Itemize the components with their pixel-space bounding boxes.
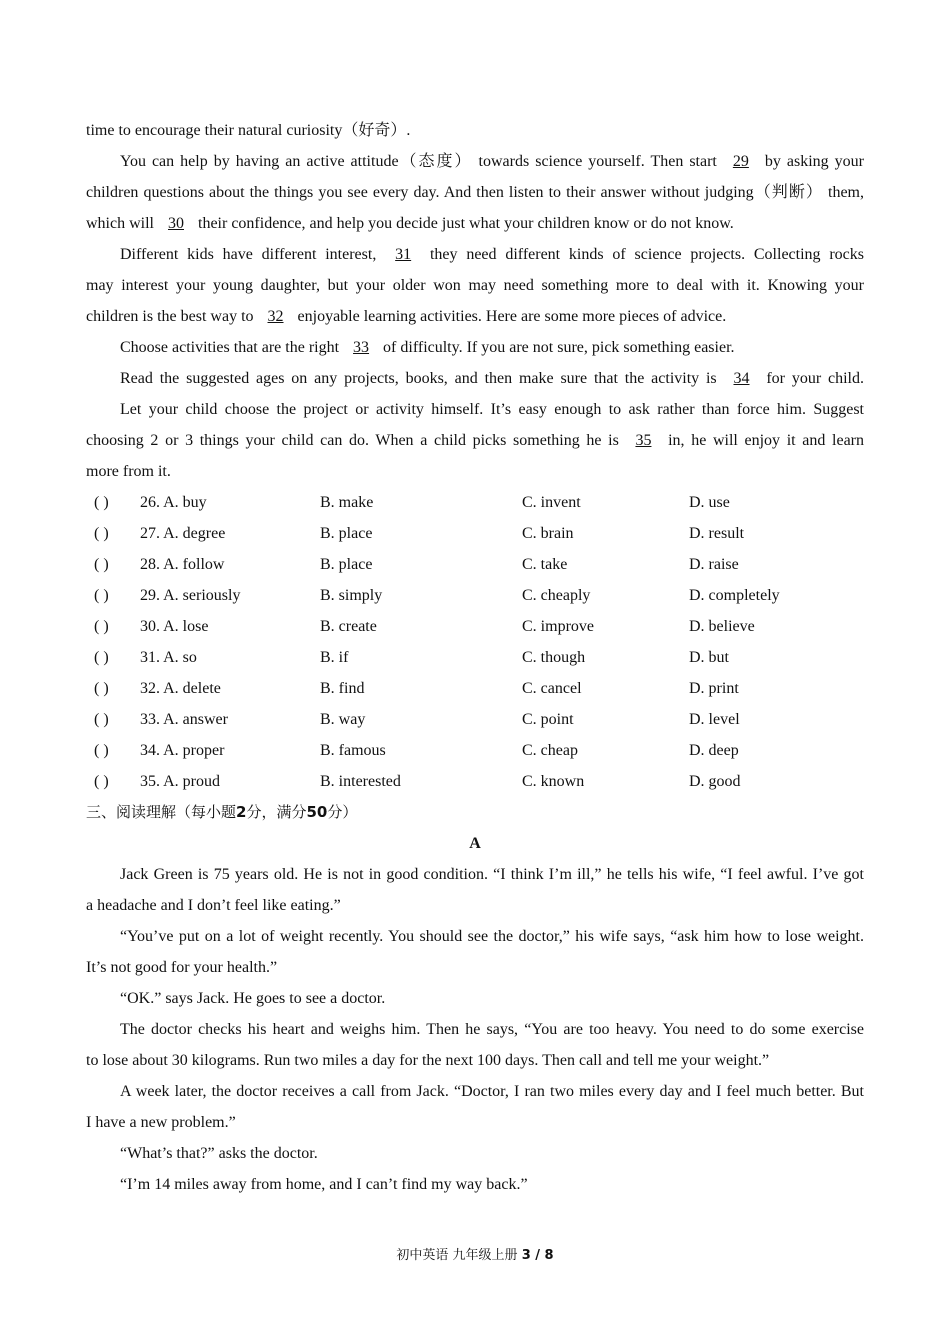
option-c: C. point: [522, 711, 574, 728]
option-a: 27. A. degree: [140, 525, 226, 542]
blank-29: 29: [732, 153, 749, 170]
text-span: choosing 2 or 3 things your child can do. When a child picks something he is: [86, 432, 626, 449]
paragraph-line: The doctor checks his heart and weighs him. Then he says, “You are too heavy. You need to do some exercise: [120, 1021, 864, 1038]
option-d: D. result: [689, 525, 745, 542]
answer-bracket: ( ): [94, 773, 109, 790]
option-row: [86, 580, 864, 611]
heading-points: 2: [236, 803, 247, 821]
paragraph-line: children questions about the things you see every day. And then listen to their answer without judging（判断） them,: [86, 184, 864, 201]
paragraph-line: [86, 363, 864, 394]
paragraph-line: Jack Green is 75 years old. He is not in good condition. “I think I’m ill,” he tells his wife, “I feel awful. I’ve got: [120, 866, 864, 883]
text-span: Read the suggested ages on any projects, books, and then make sure that the activity is: [120, 370, 724, 387]
option-b: B. make: [320, 494, 374, 511]
option-a: 32. A. delete: [140, 680, 221, 697]
text-span: for your child.: [759, 370, 864, 387]
text-span: children is the best way to: [86, 308, 258, 325]
heading-total: 50: [306, 803, 328, 821]
heading-text: 分，满分: [246, 803, 307, 821]
paragraph-line: more from it.: [86, 463, 171, 480]
blank-30: 30: [168, 215, 184, 232]
option-d: D. print: [689, 680, 739, 697]
answer-bracket: ( ): [94, 556, 109, 573]
option-c: C. cheap: [522, 742, 578, 759]
option-row: [86, 704, 864, 735]
paragraph-line: “OK.” says Jack. He goes to see a doctor.: [120, 990, 386, 1007]
paragraph-line: It’s not good for your health.”: [86, 959, 278, 976]
answer-bracket: ( ): [94, 494, 109, 511]
passage-title: A: [469, 835, 481, 852]
heading-text: 分）: [327, 803, 358, 821]
option-b: B. place: [320, 556, 373, 573]
paragraph-line: [86, 146, 864, 177]
option-c: C. cheaply: [522, 587, 591, 604]
answer-bracket: ( ): [94, 742, 109, 759]
option-a: 28. A. follow: [140, 556, 225, 573]
option-a: 34. A. proper: [140, 742, 225, 759]
answer-bracket: ( ): [94, 587, 109, 604]
blank-33: 33: [353, 339, 370, 356]
paragraph-line: [86, 208, 864, 239]
text-span: of difficulty. If you are not sure, pick something easier.: [379, 339, 735, 356]
paragraph-line: I have a new problem.”: [86, 1114, 236, 1131]
text-span: which will: [86, 215, 158, 232]
section-heading: [86, 797, 864, 828]
paragraph-line: “You’ve put on a lot of weight recently. You should see the doctor,” his wife says, “ask him how to lose weight.: [120, 928, 864, 945]
page-footer: [0, 1244, 950, 1263]
option-row: [86, 518, 864, 549]
paragraph-line: “What’s that?” asks the doctor.: [120, 1145, 318, 1162]
text-span: Different kids have different interest,: [120, 246, 386, 263]
option-c: C. though: [522, 649, 586, 666]
answer-bracket: ( ): [94, 711, 109, 728]
option-c: C. improve: [522, 618, 594, 635]
option-b: B. create: [320, 618, 377, 635]
option-row: [86, 549, 864, 580]
option-b: B. place: [320, 525, 373, 542]
option-b: B. interested: [320, 773, 401, 790]
text-span: in, he will enjoy it and learn: [661, 432, 864, 449]
option-a: 31. A. so: [140, 649, 197, 666]
paragraph-line: a headache and I don’t feel like eating.”: [86, 897, 341, 914]
option-c: C. take: [522, 556, 568, 573]
paragraph-line: Let your child choose the project or activity himself. It’s easy enough to ask rather than force him. Suggest: [120, 401, 864, 418]
paragraph-line: time to encourage their natural curiosity（好奇）.: [86, 122, 411, 139]
option-c: C. known: [522, 773, 585, 790]
option-b: B. way: [320, 711, 366, 728]
option-d: D. raise: [689, 556, 739, 573]
option-a: 29. A. seriously: [140, 587, 241, 604]
option-row: [86, 766, 864, 797]
option-a: 35. A. proud: [140, 773, 220, 790]
option-b: B. if: [320, 649, 349, 666]
option-d: D. believe: [689, 618, 755, 635]
paragraph-line: [86, 301, 864, 332]
page-number: 3 / 8: [521, 1248, 554, 1263]
option-a: 26. A. buy: [140, 494, 207, 511]
options-list: [86, 487, 864, 797]
option-row: [86, 735, 864, 766]
text-span: enjoyable learning activities. Here are some more pieces of advice.: [293, 308, 727, 325]
blank-31: 31: [395, 246, 412, 263]
option-c: C. cancel: [522, 680, 582, 697]
blank-34: 34: [733, 370, 750, 387]
answer-bracket: ( ): [94, 680, 109, 697]
option-b: B. famous: [320, 742, 386, 759]
blank-35: 35: [635, 432, 652, 449]
paragraph-line: A week later, the doctor receives a call from Jack. “Doctor, I ran two miles every day and I feel much better. But: [120, 1083, 864, 1100]
option-a: 33. A. answer: [140, 711, 228, 728]
heading-text: 三、阅读理解（每小题: [86, 803, 237, 821]
option-d: D. good: [689, 773, 741, 790]
option-row: [86, 673, 864, 704]
option-c: C. invent: [522, 494, 581, 511]
paragraph-line: [86, 332, 864, 363]
option-row: [86, 642, 864, 673]
option-d: D. completely: [689, 587, 780, 604]
option-b: B. find: [320, 680, 365, 697]
paragraph-line: to lose about 30 kilograms. Run two miles a day for the next 100 days. Then call and tell me your weight.”: [86, 1052, 770, 1069]
footer-text: 初中英语 九年级上册: [396, 1248, 522, 1263]
paragraph-line: may interest your young daughter, but your older won may need something more to deal with it. Knowing your: [86, 277, 864, 294]
paragraph-line: “I’m 14 miles away from home, and I can’t find my way back.”: [120, 1176, 528, 1193]
blank-32: 32: [267, 308, 284, 325]
text-span: they need different kinds of science projects. Collecting rocks: [421, 246, 865, 263]
option-b: B. simply: [320, 587, 383, 604]
answer-bracket: ( ): [94, 525, 109, 542]
option-row: [86, 487, 864, 518]
text-span: Choose activities that are the right: [120, 339, 344, 356]
text-span: their confidence, and help you decide just what your children know or do not know.: [194, 215, 734, 232]
option-row: [86, 611, 864, 642]
answer-bracket: ( ): [94, 618, 109, 635]
option-c: C. brain: [522, 525, 574, 542]
option-d: D. level: [689, 711, 740, 728]
option-a: 30. A. lose: [140, 618, 209, 635]
text-span: by asking your: [758, 153, 864, 170]
option-d: D. but: [689, 649, 729, 666]
document-page: [86, 115, 864, 1200]
text-span: You can help by having an active attitude（态度） towards science yourself. Then start: [120, 153, 723, 170]
paragraph-line: [86, 239, 864, 270]
option-d: D. use: [689, 494, 730, 511]
paragraph-line: [86, 425, 864, 456]
answer-bracket: ( ): [94, 649, 109, 666]
option-d: D. deep: [689, 742, 739, 759]
